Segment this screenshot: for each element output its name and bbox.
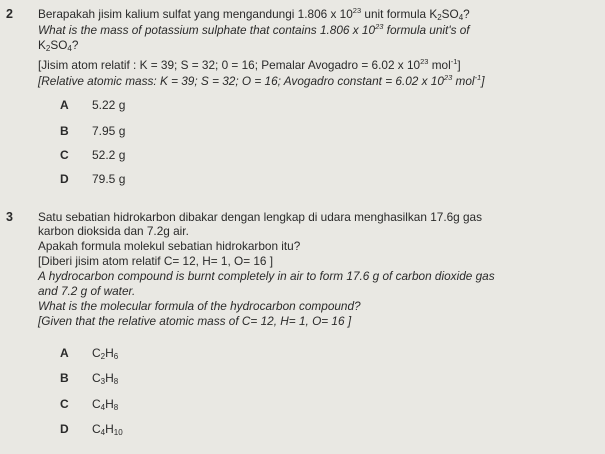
- option-a[interactable]: A 5.22 g: [60, 98, 126, 112]
- question-english-line-4: [Given that the relative atomic mass of C= 12, H= 1, O= 16 ]: [38, 314, 352, 328]
- question-english-line-1: A hydrocarbon compound is burnt completely in air to form 17.6 g of carbon dioxide gas: [38, 269, 495, 283]
- question-malay-text: Berapakah jisim kalium sulfat yang mengandungi 1.806 x $10^{23}$ unit formula $K_2SO_4$?: [38, 6, 470, 22]
- option-a[interactable]: A $C_2H_6$: [60, 346, 119, 361]
- question-malay-line-1: Satu sebatian hidrokarbon dibakar dengan lengkap di udara menghasilkan 17.6g gas: [38, 210, 483, 224]
- option-c[interactable]: C 52.2 g: [60, 148, 126, 162]
- question-english-text: What is the mass of potassium sulphate that contains 1.806 x $10^{23}$ formula unit's of: [38, 22, 470, 37]
- question-number: 3: [6, 210, 13, 224]
- question-number: 2: [6, 7, 13, 21]
- question-english-line-3: What is the molecular formula of the hydrocarbon compound?: [38, 299, 361, 313]
- question-english-formula: $K_2SO_4$?: [38, 38, 79, 53]
- option-b[interactable]: B $C_3H_8$: [60, 371, 119, 386]
- note-english: [Relative atomic mass: K = 39; S = 32; O = 16; Avogadro constant = 6.02 x $10^{23}$ mol$^{-1}$]: [38, 73, 485, 88]
- question-english-line-2: and 7.2 g of water.: [38, 284, 136, 298]
- option-c[interactable]: C $C_4H_8$: [60, 397, 119, 412]
- question-malay-line-4: [Diberi jisim atom relatif C= 12, H= 1, O= 16 ]: [38, 254, 274, 268]
- option-d[interactable]: D 79.5 g: [60, 172, 126, 186]
- note-malay: [Jisim atom relatif : K = 39; S = 32; 0 = 16; Pemalar Avogadro = 6.02 x $10^{23}$ mol$^{-1}$]: [38, 57, 461, 72]
- option-d[interactable]: D $C_4H_{10}$: [60, 422, 123, 437]
- question-malay-line-2: karbon dioksida dan 7.2g air.: [38, 224, 189, 238]
- question-malay-line-3: Apakah formula molekul sebatian hidrokarbon itu?: [38, 239, 301, 253]
- option-b[interactable]: B 7.95 g: [60, 124, 126, 138]
